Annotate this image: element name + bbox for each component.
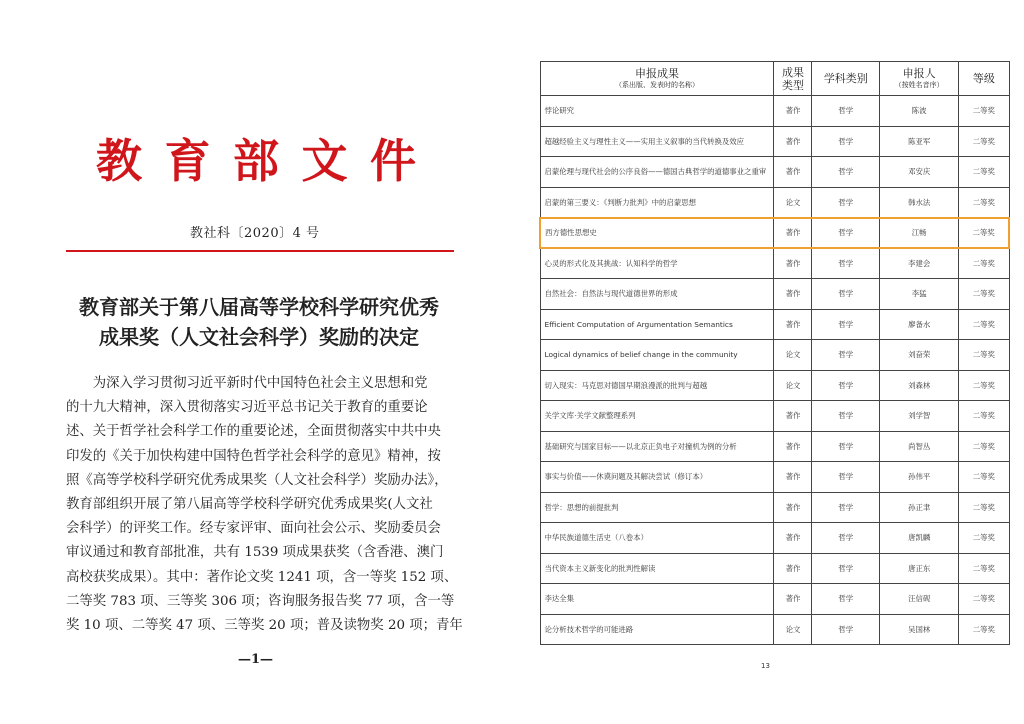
table-row	[540, 523, 1009, 554]
cell-type: 著作	[774, 248, 812, 279]
page-number: —1—	[238, 652, 274, 667]
cell-type: 论文	[774, 370, 812, 401]
cell-type: 论文	[774, 340, 812, 371]
cell-level: 二等奖	[959, 370, 1009, 401]
cell-title: 启蒙的第三要义：《判断力批判》中的启蒙思想	[540, 187, 774, 218]
cell-level: 二等奖	[959, 157, 1009, 188]
header-applicant-label: 申报人	[902, 67, 936, 80]
cell-applicant: 刘学智	[880, 401, 959, 432]
cell-title: 当代资本主义新变化的批判性解读	[540, 553, 774, 584]
cell-type: 著作	[774, 279, 812, 310]
body-line: 印发的《关于加快构建中国特色哲学社会科学的意见》精神，按	[66, 448, 441, 464]
header-applicant	[880, 62, 959, 96]
cell-title: Efficient Computation of Argumentation Semantics	[540, 309, 774, 340]
cell-discipline: 哲学	[812, 401, 880, 432]
cell-type: 著作	[774, 523, 812, 554]
cell-type: 著作	[774, 492, 812, 523]
document-title	[74, 292, 444, 352]
table-row	[540, 492, 1009, 523]
red-divider	[66, 250, 454, 252]
cell-level: 二等奖	[959, 126, 1009, 157]
table-row	[540, 401, 1009, 432]
body-line: 高校获奖成果）。其中：著作论文奖 1241 项，含一等奖 152 项、	[66, 569, 458, 585]
cell-applicant: 廖备水	[880, 309, 959, 340]
header-title-sub: （系出版、发表时的名称）	[614, 81, 699, 89]
cell-type: 著作	[774, 584, 812, 615]
cell-level: 二等奖	[959, 248, 1009, 279]
cell-applicant: 尚智丛	[880, 431, 959, 462]
cell-level: 二等奖	[959, 523, 1009, 554]
document-number: 教社科〔2020〕4 号	[190, 226, 320, 241]
cell-type: 著作	[774, 218, 812, 249]
cell-level: 二等奖	[959, 584, 1009, 615]
table-row	[540, 340, 1009, 371]
cell-discipline: 哲学	[812, 614, 880, 645]
cell-applicant: 唐正东	[880, 553, 959, 584]
cell-title: 超越经验主义与理性主义——实用主义叙事的当代转换及效应	[540, 126, 774, 157]
cell-discipline: 哲学	[812, 584, 880, 615]
cell-level: 二等奖	[959, 309, 1009, 340]
table-row	[540, 279, 1009, 310]
table-header-row	[540, 62, 1009, 96]
table-row	[540, 614, 1009, 645]
cell-discipline: 哲学	[812, 340, 880, 371]
cell-level: 二等奖	[959, 401, 1009, 432]
cell-title: 启蒙伦理与现代社会的公序良俗——德国古典哲学的道德事业之重审	[540, 157, 774, 188]
cell-type: 著作	[774, 309, 812, 340]
title-line: 成果奖（人文社会科学）奖励的决定	[99, 325, 419, 349]
header-type: 成果类型	[774, 62, 812, 96]
cell-title: Logical dynamics of belief change in the community	[540, 340, 774, 371]
table-row	[540, 309, 1009, 340]
body-line: 奖 10 项、二等奖 47 项、三等奖 20 项；普及读物奖 20 项；青年	[66, 617, 463, 633]
cell-discipline: 哲学	[812, 370, 880, 401]
cell-applicant: 孙正聿	[880, 492, 959, 523]
body-line: 照《高等学校科学研究优秀成果奖（人文社会科学）奖励办法》，	[66, 472, 448, 488]
body-line: 的十九大精神，深入贯彻落实习近平总书记关于教育的重要论	[66, 400, 428, 416]
cell-discipline: 哲学	[812, 96, 880, 127]
cell-title: 李达全集	[540, 584, 774, 615]
body-line: 教育部组织开展了第八届高等学校科学研究优秀成果奖(人文社	[66, 496, 433, 512]
header-char: 教	[96, 134, 142, 188]
cell-type: 著作	[774, 553, 812, 584]
cell-level: 二等奖	[959, 553, 1009, 584]
cell-applicant: 江畅	[880, 218, 959, 249]
cell-discipline: 哲学	[812, 523, 880, 554]
cell-discipline: 哲学	[812, 431, 880, 462]
cell-discipline: 哲学	[812, 248, 880, 279]
table-row	[540, 431, 1009, 462]
cell-title: 悖论研究	[540, 96, 774, 127]
awards-table	[539, 61, 1010, 645]
body-line: 会科学）的评奖工作。经专家评审、面向社会公示、奖励委员会	[66, 521, 441, 537]
cell-type: 论文	[774, 187, 812, 218]
cell-discipline: 哲学	[812, 462, 880, 493]
table-row	[540, 462, 1009, 493]
table-row	[540, 584, 1009, 615]
cell-title: 关学文库·关学文献整理系列	[540, 401, 774, 432]
cell-title: 论分析技术哲学的可能进路	[540, 614, 774, 645]
cell-title: 哲学：思想的前提批判	[540, 492, 774, 523]
cell-applicant: 李猛	[880, 279, 959, 310]
table-row	[540, 248, 1009, 279]
document-body	[66, 372, 463, 638]
cell-applicant: 孙伟平	[880, 462, 959, 493]
body-line: 述、关于哲学社会科学工作的重要论述，全面贯彻落实中共中央	[66, 424, 441, 440]
cell-type: 著作	[774, 96, 812, 127]
cell-type: 论文	[774, 614, 812, 645]
cell-discipline: 哲学	[812, 218, 880, 249]
cell-applicant: 李建会	[880, 248, 959, 279]
right-page	[512, 0, 1024, 724]
cell-applicant: 陈波	[880, 96, 959, 127]
header-char: 件	[370, 134, 416, 188]
cell-type: 著作	[774, 401, 812, 432]
cell-level: 二等奖	[959, 218, 1009, 249]
title-line: 教育部关于第八届高等学校科学研究优秀	[79, 295, 439, 319]
header-char: 文	[301, 134, 348, 188]
red-header	[96, 134, 416, 188]
cell-level: 二等奖	[959, 492, 1009, 523]
cell-applicant: 刘奋荣	[880, 340, 959, 371]
cell-discipline: 哲学	[812, 157, 880, 188]
cell-title: 切入现实：马克思对德国早期浪漫派的批判与超越	[540, 370, 774, 401]
awards-table-body	[540, 96, 1009, 645]
cell-discipline: 哲学	[812, 553, 880, 584]
cell-title: 西方德性思想史	[540, 218, 774, 249]
header-char: 育	[164, 134, 211, 188]
cell-title: 中华民族道德生活史（八卷本）	[540, 523, 774, 554]
cell-type: 著作	[774, 462, 812, 493]
table-row	[540, 126, 1009, 157]
table-row	[540, 187, 1009, 218]
cell-level: 二等奖	[959, 279, 1009, 310]
table-row	[540, 370, 1009, 401]
cell-applicant: 陈亚军	[880, 126, 959, 157]
cell-discipline: 哲学	[812, 126, 880, 157]
page-number: 13	[761, 662, 770, 670]
header-level: 等级	[959, 62, 1009, 96]
header-char: 部	[233, 134, 279, 188]
cell-title: 基础研究与国家目标——以北京正负电子对撞机为例的分析	[540, 431, 774, 462]
cell-level: 二等奖	[959, 340, 1009, 371]
cell-type: 著作	[774, 157, 812, 188]
cell-applicant: 韩水法	[880, 187, 959, 218]
cell-discipline: 哲学	[812, 309, 880, 340]
cell-discipline: 哲学	[812, 492, 880, 523]
cell-level: 二等奖	[959, 187, 1009, 218]
cell-level: 二等奖	[959, 96, 1009, 127]
cell-type: 著作	[774, 126, 812, 157]
table-row	[540, 96, 1009, 127]
cell-discipline: 哲学	[812, 279, 880, 310]
body-line: 审议通过和教育部批准，共有 1539 项成果获奖（含香港、澳门	[66, 545, 444, 561]
header-applicant-sub: （按姓名音序）	[894, 81, 944, 89]
header-title-label: 申报成果	[634, 67, 679, 80]
cell-title: 心灵的形式化及其挑战：认知科学的哲学	[540, 248, 774, 279]
cell-applicant: 唐凯麟	[880, 523, 959, 554]
cell-level: 二等奖	[959, 462, 1009, 493]
cell-title: 事实与价值——休谟问题及其解决尝试（修订本）	[540, 462, 774, 493]
table-row	[540, 553, 1009, 584]
cell-level: 二等奖	[959, 431, 1009, 462]
cell-level: 二等奖	[959, 614, 1009, 645]
table-row	[540, 218, 1009, 249]
cell-applicant: 吴国林	[880, 614, 959, 645]
body-line: 为深入学习贯彻习近平新时代中国特色社会主义思想和党	[66, 376, 428, 391]
cell-title: 自然社会：自然法与现代道德世界的形成	[540, 279, 774, 310]
header-title	[540, 62, 774, 96]
table-row	[540, 157, 1009, 188]
header-discipline: 学科类别	[812, 62, 880, 96]
cell-applicant: 邓安庆	[880, 157, 959, 188]
cell-discipline: 哲学	[812, 187, 880, 218]
cell-applicant: 刘森林	[880, 370, 959, 401]
cell-applicant: 汪信砚	[880, 584, 959, 615]
cell-type: 著作	[774, 431, 812, 462]
body-line: 二等奖 783 项、三等奖 306 项；咨询服务报告奖 77 项，含一等	[66, 593, 455, 609]
